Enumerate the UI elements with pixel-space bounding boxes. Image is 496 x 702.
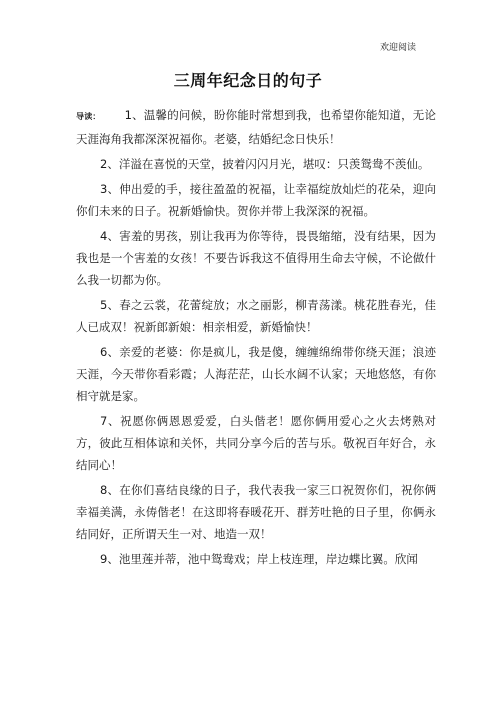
paragraph-9: 9、池里莲并蒂，池中鸳鸯戏；岸上枝连理，岸边蝶比翼。欣闻 bbox=[100, 552, 418, 566]
paragraph-7: 7、祝愿你俩恩恩爱爱，白头偕老！愿你俩用爱心之火去烤熟对方，彼此互相体谅和关怀，共同分享今后的苦与乐。敬祝百年好合，永结同心！ bbox=[76, 414, 436, 472]
paragraph-8: 8、在你们喜结良缘的日子，我代表我一家三口祝贺你们，祝你俩幸福美满，永俦偕老！在这即将春暖花开、群芳吐艳的日子里，你俩永结同好，正所谓天生一对、地造一双！ bbox=[76, 483, 436, 541]
paragraph-6: 6、亲爱的老婆：你是疯儿，我是傻，缠缠绵绵带你绕天涯；浪迹天涯，今天带你看彩霞；人海茫茫，山长水阔不认家；天地悠悠，有你相守就是家。 bbox=[76, 345, 436, 403]
paragraph-4: 4、害羞的男孩，别让我再为你等待，畏畏缩缩，没有结果，因为我也是一个害羞的女孩！不要告诉我这不值得用生命去守候，不论做什么我一切都为你。 bbox=[76, 229, 436, 287]
page-header: 欢迎阅读 bbox=[379, 43, 416, 53]
paragraph-3: 3、伸出爱的手，接往盈盈的祝福，让幸福绽放灿烂的花朵，迎向你们未来的日子。祝新婚愉快。贺你并带上我深深的祝福。 bbox=[76, 182, 436, 218]
paragraph-5: 5、春之云裳，花蕾绽放；水之丽影，柳青荡漾。桃花胜春光，佳人已成双！祝新郎新娘：相亲相爱，新婚愉快！ bbox=[76, 298, 436, 334]
paragraph-1-text: 1、温馨的问候，盼你能时常想到我，也希望你能知道，无论天涯海角我都深深祝福你。老婆，结婚纪念日快乐！ bbox=[76, 108, 436, 146]
paragraph-2: 2、洋溢在喜悦的天堂，披着闪闪月光，堪叹：只羡鸳鸯不羡仙。 bbox=[100, 157, 430, 171]
paragraph-1 bbox=[76, 104, 436, 150]
page-title: 三周年纪念日的句子 bbox=[173, 71, 323, 90]
lead-label: 导读： bbox=[76, 112, 101, 121]
document-body bbox=[76, 104, 436, 573]
